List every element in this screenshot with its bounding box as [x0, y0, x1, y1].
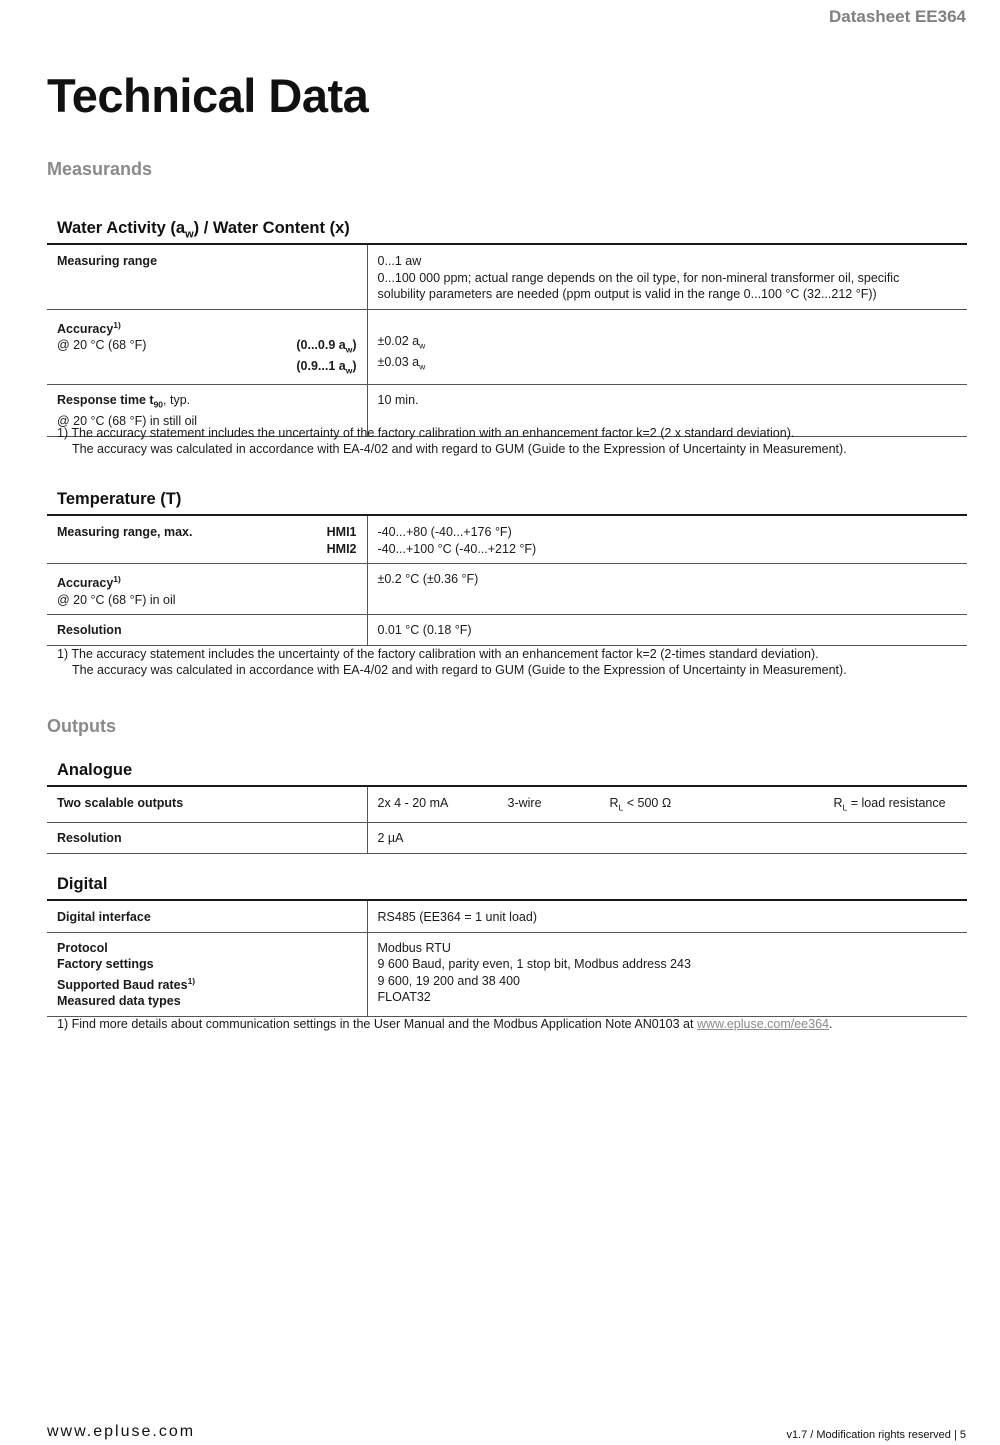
temp-accuracy-label: Accuracy$^{1)}$ [57, 574, 121, 591]
table-row [47, 564, 967, 615]
output-wire: 3-wire [507, 796, 542, 810]
factory-settings-label: Factory settings [57, 957, 154, 971]
table-row [47, 244, 967, 309]
temp-range-value-1: -40...+80 (-40...+176 °F) [377, 525, 512, 539]
range-value-note: solubility parameters are needed (ppm output is valid in the range 0...100 °C (32...212 °F)) [377, 287, 877, 301]
temperature-title: Temperature (T) [57, 490, 182, 508]
digital-table [47, 899, 967, 1017]
accuracy-value-2: ±0.03 $a_w$ [377, 354, 426, 371]
protocol-label: Protocol [57, 940, 108, 955]
measuring-range-label: Measuring range [57, 254, 158, 268]
factory-settings-value: 9 600 Baud, parity even, 1 stop bit, Modbus address 243 [377, 957, 691, 971]
output-load-definition: $R_L$ = load resistance [833, 796, 946, 813]
response-time-label: Response time $t_{90}$, typ. [57, 393, 191, 410]
section-title-outputs: Outputs [47, 716, 116, 736]
accuracy-condition: @ 20 °C (68 °F) [57, 338, 147, 353]
ee364-link[interactable]: www.epluse.com/ee364 [696, 1017, 829, 1031]
table-row [47, 823, 967, 854]
analogue-table [47, 785, 967, 854]
protocol-value: Modbus RTU [377, 940, 451, 955]
digital-interface-label: Digital interface [57, 910, 151, 924]
doc-header-label: Datasheet EE364 [828, 7, 966, 26]
response-time-value: 10 min. [377, 393, 419, 408]
hmi1-label: HMI1 [326, 525, 357, 539]
table-row [47, 900, 967, 932]
table-row [47, 786, 967, 823]
analogue-title: Analogue [57, 761, 133, 779]
footer-website: www.epluse.com [47, 1423, 196, 1440]
baud-rates-label: Supported Baud rates$^{1)}$ [57, 975, 196, 992]
table-row [47, 932, 967, 1016]
water-activity-title: Water Activity $(a_w)$ / Water Content (x) [57, 219, 350, 241]
temperature-footnote: 1) The accuracy statement includes the uncertainty of the factory calibration with an enhancement factor k=2 (2-times standard deviation). The accuracy was calculated in accordance with EA-4/02 and with regard to GUM (Guide to the Expression of Uncertainty in Measurement). [57, 647, 847, 677]
accuracy-value-1: ±0.02 $a_w$ [377, 333, 426, 350]
temp-resolution-value: 0.01 °C (0.18 °F) [377, 623, 472, 638]
water-activity-table [47, 243, 967, 437]
analogue-resolution-value: 2 µA [377, 831, 404, 845]
temp-accuracy-value: ±0.2 °C (±0.36 °F) [377, 572, 479, 586]
digital-title: Digital [57, 875, 108, 893]
temperature-table [47, 514, 967, 646]
section-title-measurands: Measurands [47, 159, 153, 179]
response-time-condition: @ 20 °C (68 °F) in still oil [57, 414, 198, 429]
outputs-label: Two scalable outputs [57, 796, 184, 810]
footer-version: v1.7 / Modification rights reserved | 5 [786, 1429, 966, 1441]
table-row [47, 615, 967, 646]
data-types-value: FLOAT32 [377, 990, 431, 1004]
accuracy-range-2: (0.9...1 $a_w$) [296, 359, 357, 376]
range-value-aw: 0...1 aw [377, 254, 422, 268]
analogue-resolution-label: Resolution [57, 831, 122, 845]
hmi2-label: HMI2 [326, 541, 357, 556]
range-value-ppm: 0...100 000 ppm; actual range depends on the oil type, for non-mineral transformer oil, specific [377, 270, 900, 285]
data-types-label: Measured data types [57, 994, 181, 1009]
water-activity-footnote: 1) The accuracy statement includes the uncertainty of the factory calibration with an enhancement factor k=2 (2 x standard deviation). The accuracy was calculated in accordance with EA-4/02 and with regard to GUM (Guide to the Expression of Uncertainty in Measurement). [57, 426, 847, 456]
temp-accuracy-condition: @ 20 °C (68 °F) in oil [57, 592, 176, 607]
digital-footnote: 1) Find more details about communication settings in the User Manual and the Modbus Application Note AN0103 at www.epluse.com/ee364. [57, 1017, 833, 1031]
output-current: 2x 4 - 20 mA [377, 796, 449, 810]
accuracy-range-1: (0...0.9 $a_w$) [296, 338, 357, 355]
temp-range-label: Measuring range, max. [57, 525, 193, 539]
temp-range-value-2: -40...+100 °C (-40...+212 °F) [377, 541, 537, 556]
temp-resolution-label: Resolution [57, 623, 122, 638]
table-row [47, 515, 967, 564]
digital-interface-value: RS485 (EE364 = 1 unit load) [377, 910, 537, 924]
accuracy-label: Accuracy$^{1)}$ [57, 319, 121, 336]
baud-rates-value: 9 600, 19 200 and 38 400 [377, 973, 520, 988]
output-load-limit: $R_L < 500$ Ω [609, 796, 672, 813]
table-row [47, 309, 967, 385]
page-title: Technical Data [47, 69, 369, 122]
